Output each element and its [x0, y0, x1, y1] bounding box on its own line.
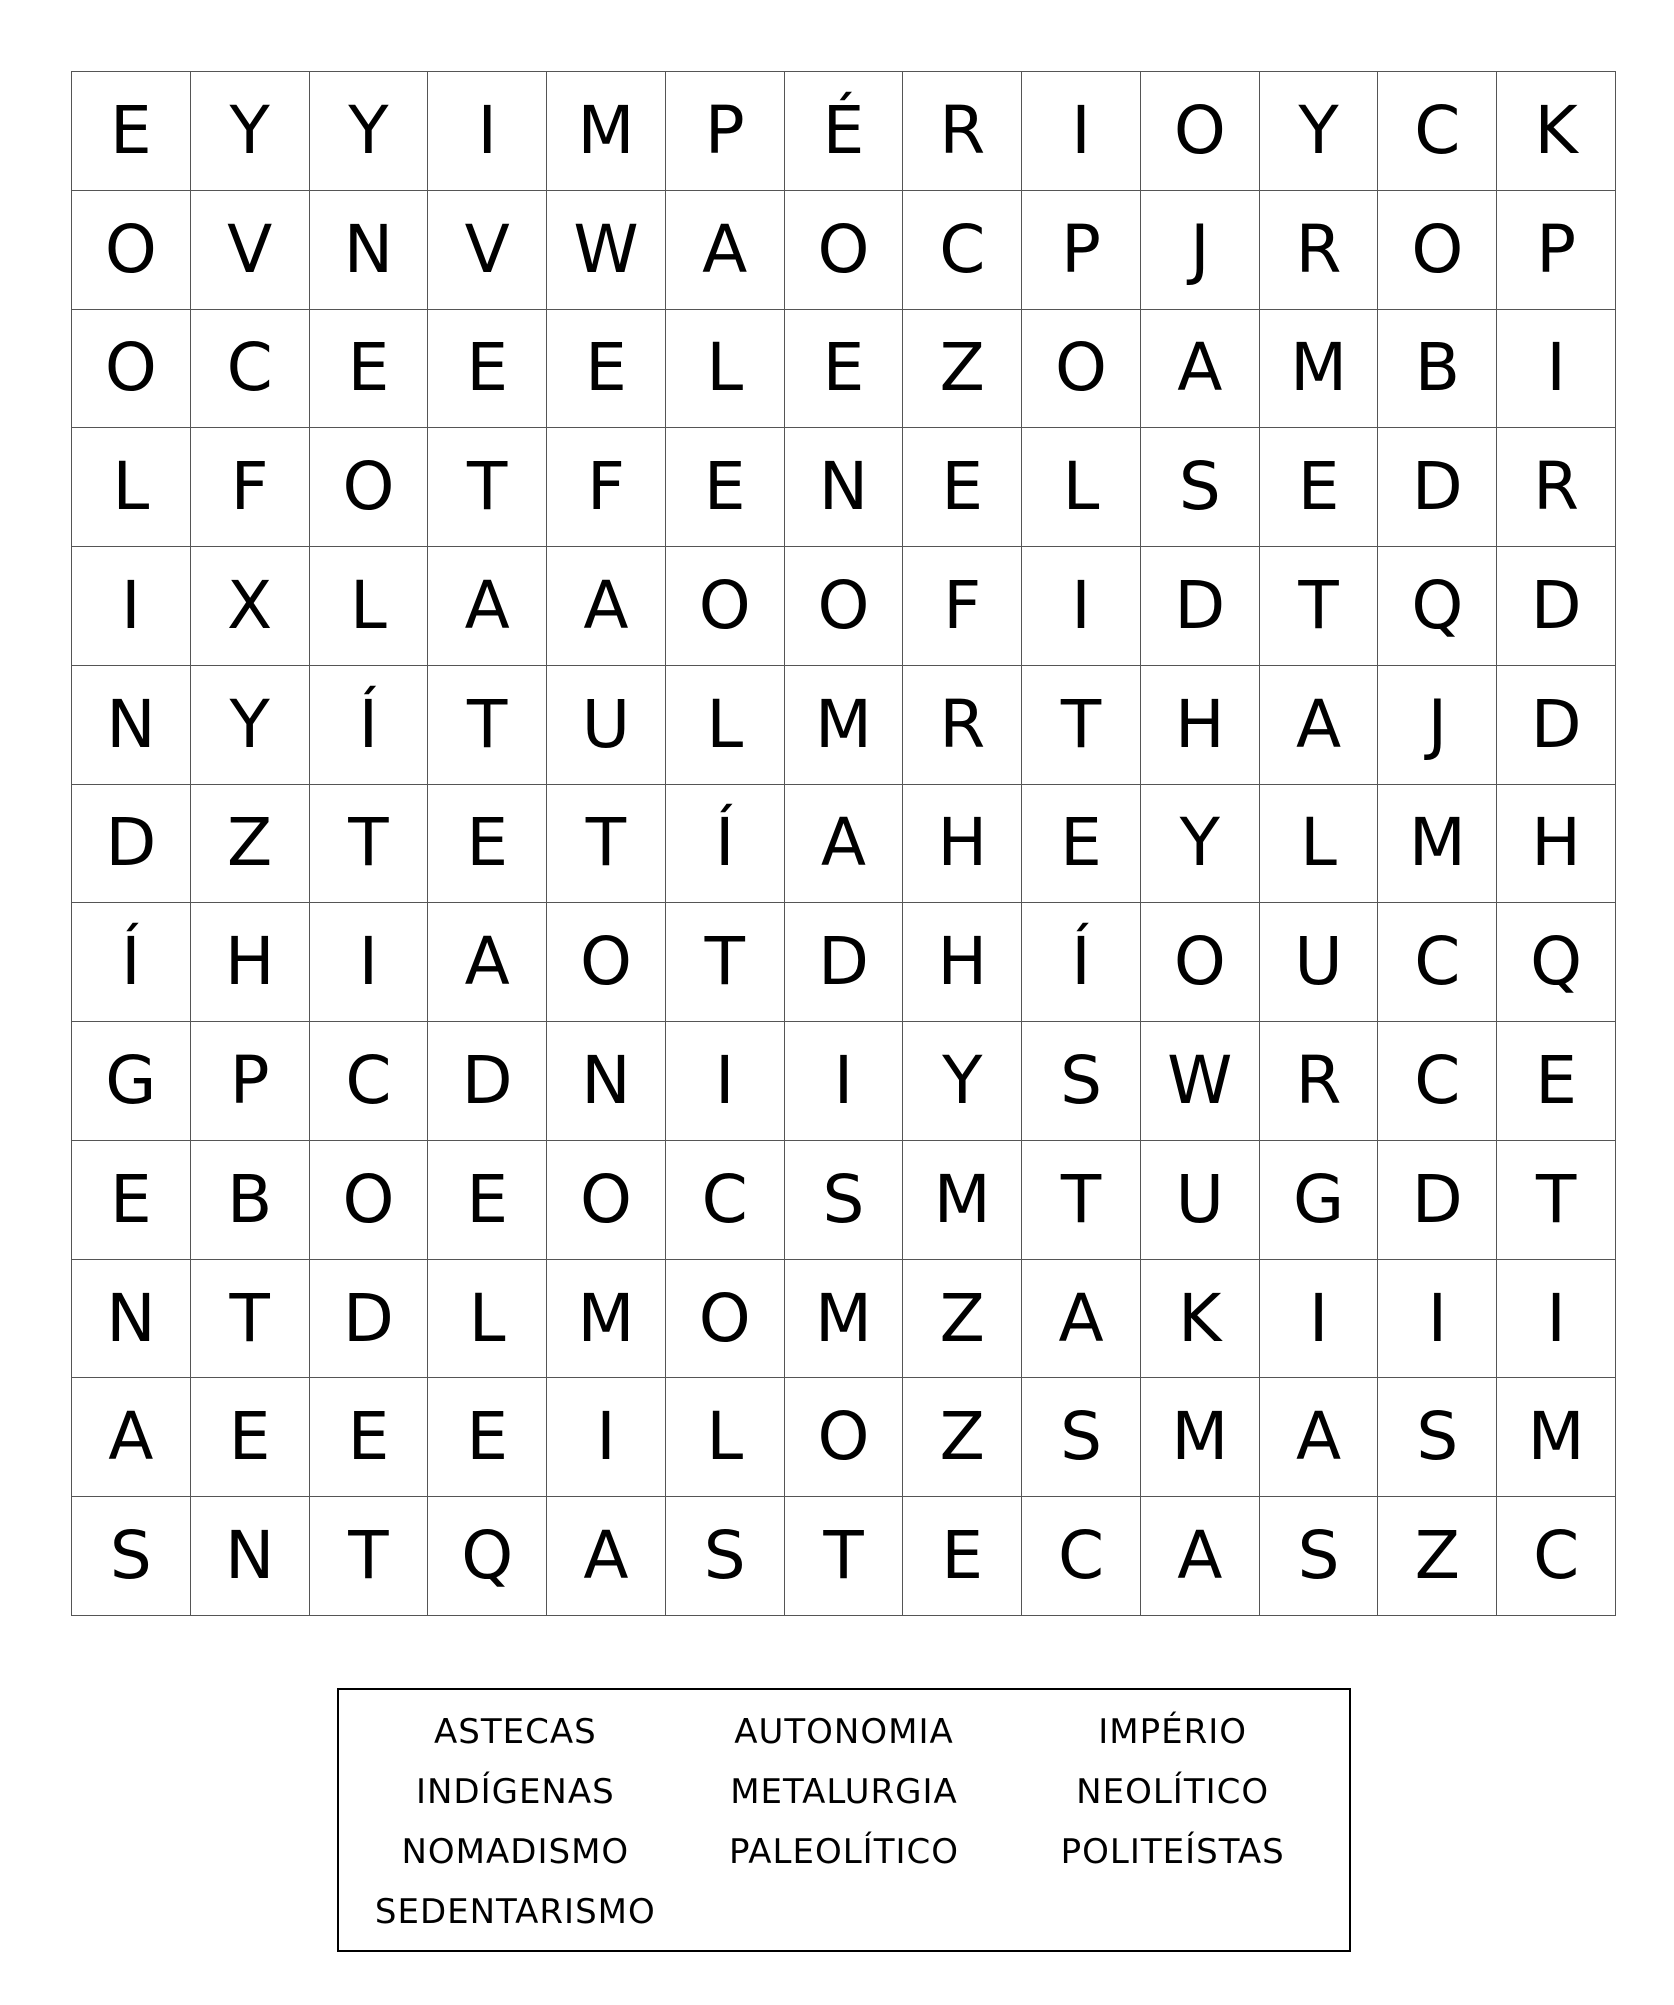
grid-cell[interactable]: V — [428, 191, 547, 310]
grid-cell[interactable]: I — [1260, 1260, 1379, 1379]
grid-cell[interactable]: A — [428, 903, 547, 1022]
grid-cell[interactable]: H — [1497, 785, 1616, 904]
grid-cell[interactable]: L — [72, 428, 191, 547]
grid-cell[interactable]: G — [72, 1022, 191, 1141]
grid-cell[interactable]: B — [1378, 310, 1497, 429]
grid-cell[interactable]: S — [1022, 1022, 1141, 1141]
grid-cell[interactable]: A — [1260, 1378, 1379, 1497]
grid-cell[interactable]: E — [428, 785, 547, 904]
grid-cell[interactable]: T — [785, 1497, 904, 1616]
grid-cell[interactable]: C — [310, 1022, 429, 1141]
grid-cell[interactable]: O — [666, 547, 785, 666]
grid-cell[interactable]: U — [1260, 903, 1379, 1022]
grid-cell[interactable]: C — [1022, 1497, 1141, 1616]
grid-cell[interactable]: O — [785, 1378, 904, 1497]
grid-cell[interactable]: N — [547, 1022, 666, 1141]
grid-cell[interactable]: I — [1497, 310, 1616, 429]
grid-cell[interactable]: Q — [1497, 903, 1616, 1022]
grid-cell[interactable]: I — [666, 1022, 785, 1141]
grid-cell[interactable]: Y — [191, 666, 310, 785]
grid-cell[interactable]: E — [310, 310, 429, 429]
grid-cell[interactable]: T — [310, 1497, 429, 1616]
grid-cell[interactable]: O — [1141, 72, 1260, 191]
grid-cell[interactable]: E — [785, 310, 904, 429]
grid-cell[interactable]: O — [310, 428, 429, 547]
grid-cell[interactable]: F — [903, 547, 1022, 666]
word-list-item: NOMADISMO — [401, 1832, 630, 1872]
grid-cell[interactable]: M — [1141, 1378, 1260, 1497]
grid-cell[interactable]: B — [191, 1141, 310, 1260]
grid-cell[interactable]: Z — [191, 785, 310, 904]
grid-cell[interactable]: O — [547, 903, 666, 1022]
grid-cell[interactable]: V — [191, 191, 310, 310]
grid-cell[interactable]: Í — [72, 903, 191, 1022]
grid-cell[interactable]: I — [1022, 547, 1141, 666]
grid-cell[interactable]: A — [1141, 310, 1260, 429]
grid-cell[interactable]: D — [1141, 547, 1260, 666]
grid-cell[interactable]: T — [428, 666, 547, 785]
grid-cell[interactable]: A — [428, 547, 547, 666]
grid-cell[interactable]: Y — [1141, 785, 1260, 904]
grid-cell[interactable]: S — [72, 1497, 191, 1616]
grid-cell[interactable]: Y — [191, 72, 310, 191]
grid-cell[interactable]: A — [785, 785, 904, 904]
grid-cell[interactable]: P — [1022, 191, 1141, 310]
grid-cell[interactable]: C — [1497, 1497, 1616, 1616]
grid-cell[interactable]: M — [903, 1141, 1022, 1260]
grid-cell[interactable]: Y — [310, 72, 429, 191]
grid-cell[interactable]: K — [1497, 72, 1616, 191]
grid-cell[interactable]: O — [72, 191, 191, 310]
grid-cell[interactable]: M — [1497, 1378, 1616, 1497]
grid-cell[interactable]: T — [1497, 1141, 1616, 1260]
grid-cell[interactable]: E — [310, 1378, 429, 1497]
grid-cell[interactable]: M — [547, 1260, 666, 1379]
grid-cell[interactable]: U — [1141, 1141, 1260, 1260]
grid-cell[interactable]: E — [428, 1141, 547, 1260]
grid-cell[interactable]: A — [547, 1497, 666, 1616]
grid-cell[interactable]: I — [1378, 1260, 1497, 1379]
word-list-item: SEDENTARISMO — [374, 1892, 656, 1932]
grid-cell[interactable]: T — [1022, 1141, 1141, 1260]
grid-cell[interactable]: C — [903, 191, 1022, 310]
grid-cell[interactable]: S — [666, 1497, 785, 1616]
grid-cell[interactable]: R — [1260, 1022, 1379, 1141]
grid-cell[interactable]: L — [1260, 785, 1379, 904]
grid-cell[interactable]: D — [1378, 428, 1497, 547]
grid-cell[interactable]: L — [310, 547, 429, 666]
grid-cell[interactable]: N — [72, 1260, 191, 1379]
grid-cell[interactable]: C — [666, 1141, 785, 1260]
grid-cell[interactable]: N — [72, 666, 191, 785]
grid-cell[interactable]: A — [72, 1378, 191, 1497]
word-list-item: PALEOLÍTICO — [728, 1832, 960, 1872]
grid-cell[interactable]: Y — [903, 1022, 1022, 1141]
grid-cell[interactable]: G — [1260, 1141, 1379, 1260]
grid-cell[interactable]: S — [1378, 1378, 1497, 1497]
grid-cell[interactable]: E — [666, 428, 785, 547]
grid-cell[interactable]: I — [1497, 1260, 1616, 1379]
grid-cell[interactable]: O — [1022, 310, 1141, 429]
grid-cell[interactable]: E — [428, 310, 547, 429]
grid-cell[interactable]: D — [1497, 666, 1616, 785]
grid-cell[interactable]: I — [785, 1022, 904, 1141]
grid-cell[interactable]: T — [666, 903, 785, 1022]
grid-cell[interactable]: O — [310, 1141, 429, 1260]
grid-cell[interactable]: T — [191, 1260, 310, 1379]
grid-cell[interactable]: Í — [1022, 903, 1141, 1022]
grid-cell[interactable]: O — [547, 1141, 666, 1260]
word-list-item: NEOLÍTICO — [1076, 1772, 1270, 1812]
grid-cell[interactable]: C — [1378, 903, 1497, 1022]
grid-cell[interactable]: J — [1378, 666, 1497, 785]
grid-cell[interactable]: C — [191, 310, 310, 429]
grid-cell[interactable]: T — [310, 785, 429, 904]
grid-cell[interactable]: L — [428, 1260, 547, 1379]
grid-cell[interactable]: D — [428, 1022, 547, 1141]
grid-cell[interactable]: P — [666, 72, 785, 191]
grid-cell[interactable]: R — [1497, 428, 1616, 547]
grid-cell[interactable]: R — [1260, 191, 1379, 310]
grid-cell[interactable]: S — [1022, 1378, 1141, 1497]
grid-cell[interactable]: A — [547, 547, 666, 666]
grid-cell[interactable]: H — [903, 785, 1022, 904]
grid-cell[interactable]: Í — [666, 785, 785, 904]
grid-cell[interactable]: R — [903, 666, 1022, 785]
grid-cell[interactable]: C — [1378, 1022, 1497, 1141]
grid-cell[interactable]: D — [72, 785, 191, 904]
word-list-item: POLITEÍSTAS — [1060, 1832, 1285, 1872]
grid-cell[interactable]: M — [547, 72, 666, 191]
grid-cell[interactable]: A — [1022, 1260, 1141, 1379]
grid-cell[interactable]: F — [191, 428, 310, 547]
grid-cell[interactable]: H — [903, 903, 1022, 1022]
grid-cell[interactable]: L — [1022, 428, 1141, 547]
word-list-item: AUTONOMIA — [734, 1712, 954, 1752]
grid-cell[interactable]: H — [191, 903, 310, 1022]
grid-cell[interactable]: O — [1141, 903, 1260, 1022]
grid-cell[interactable]: M — [1378, 785, 1497, 904]
grid-cell[interactable]: O — [1378, 191, 1497, 310]
grid-cell[interactable]: E — [72, 72, 191, 191]
grid-cell[interactable]: O — [785, 191, 904, 310]
grid-cell[interactable]: M — [1260, 310, 1379, 429]
grid-cell[interactable]: L — [666, 666, 785, 785]
word-list-item: INDÍGENAS — [415, 1772, 615, 1812]
grid-cell[interactable]: D — [785, 903, 904, 1022]
grid-cell[interactable]: É — [785, 72, 904, 191]
grid-cell[interactable]: A — [1260, 666, 1379, 785]
grid-cell[interactable]: I — [1022, 72, 1141, 191]
grid-cell[interactable]: A — [666, 191, 785, 310]
grid-cell[interactable]: D — [310, 1260, 429, 1379]
grid-cell[interactable]: O — [72, 310, 191, 429]
grid-cell[interactable]: I — [428, 72, 547, 191]
grid-cell[interactable]: I — [72, 547, 191, 666]
grid-cell[interactable]: N — [785, 428, 904, 547]
grid-cell[interactable]: P — [191, 1022, 310, 1141]
grid-cell[interactable]: E — [547, 310, 666, 429]
grid-cell[interactable]: E — [903, 428, 1022, 547]
grid-cell[interactable]: Z — [903, 310, 1022, 429]
grid-cell[interactable]: X — [191, 547, 310, 666]
grid-cell[interactable]: W — [1141, 1022, 1260, 1141]
grid-cell[interactable]: T — [1260, 547, 1379, 666]
grid-cell[interactable]: K — [1141, 1260, 1260, 1379]
grid-cell[interactable]: T — [428, 428, 547, 547]
grid-cell[interactable]: L — [666, 310, 785, 429]
grid-cell[interactable]: Z — [1378, 1497, 1497, 1616]
grid-cell[interactable]: Z — [903, 1378, 1022, 1497]
grid-cell[interactable]: N — [310, 191, 429, 310]
grid-cell[interactable]: E — [428, 1378, 547, 1497]
grid-cell[interactable]: E — [1260, 428, 1379, 547]
grid-cell[interactable]: E — [72, 1141, 191, 1260]
grid-cell[interactable]: E — [191, 1378, 310, 1497]
grid-cell[interactable]: W — [547, 191, 666, 310]
word-list — [337, 1688, 1351, 1952]
grid-cell[interactable]: Z — [903, 1260, 1022, 1379]
grid-cell[interactable]: E — [1022, 785, 1141, 904]
grid-cell[interactable]: M — [785, 1260, 904, 1379]
grid-cell[interactable]: D — [1378, 1141, 1497, 1260]
grid-cell[interactable]: L — [666, 1378, 785, 1497]
grid-cell[interactable]: C — [1378, 72, 1497, 191]
grid-cell[interactable]: I — [547, 1378, 666, 1497]
grid-cell[interactable]: E — [903, 1497, 1022, 1616]
grid-cell[interactable]: O — [666, 1260, 785, 1379]
grid-cell[interactable]: A — [1141, 1497, 1260, 1616]
word-list-item: ASTECAS — [433, 1712, 597, 1752]
grid-cell[interactable]: R — [903, 72, 1022, 191]
grid-cell[interactable]: S — [1260, 1497, 1379, 1616]
grid-cell[interactable]: U — [547, 666, 666, 785]
grid-cell[interactable]: F — [547, 428, 666, 547]
grid-cell[interactable]: M — [785, 666, 904, 785]
word-search-grid — [71, 71, 1616, 1616]
grid-cell[interactable]: N — [191, 1497, 310, 1616]
grid-cell[interactable]: E — [1497, 1022, 1616, 1141]
grid-cell[interactable]: Q — [428, 1497, 547, 1616]
grid-cell[interactable]: S — [785, 1141, 904, 1260]
grid-cell[interactable]: Q — [1378, 547, 1497, 666]
grid-cell[interactable]: J — [1141, 191, 1260, 310]
grid-cell[interactable]: D — [1497, 547, 1616, 666]
grid-cell[interactable]: T — [1022, 666, 1141, 785]
grid-cell[interactable]: O — [785, 547, 904, 666]
word-list-item: METALURGIA — [730, 1772, 958, 1812]
grid-cell[interactable]: T — [547, 785, 666, 904]
grid-cell[interactable]: P — [1497, 191, 1616, 310]
grid-cell[interactable]: H — [1141, 666, 1260, 785]
grid-cell[interactable]: S — [1141, 428, 1260, 547]
grid-cell[interactable]: Y — [1260, 72, 1379, 191]
word-list-item: IMPÉRIO — [1098, 1712, 1248, 1752]
grid-cell[interactable]: I — [310, 903, 429, 1022]
grid-cell[interactable]: Í — [310, 666, 429, 785]
